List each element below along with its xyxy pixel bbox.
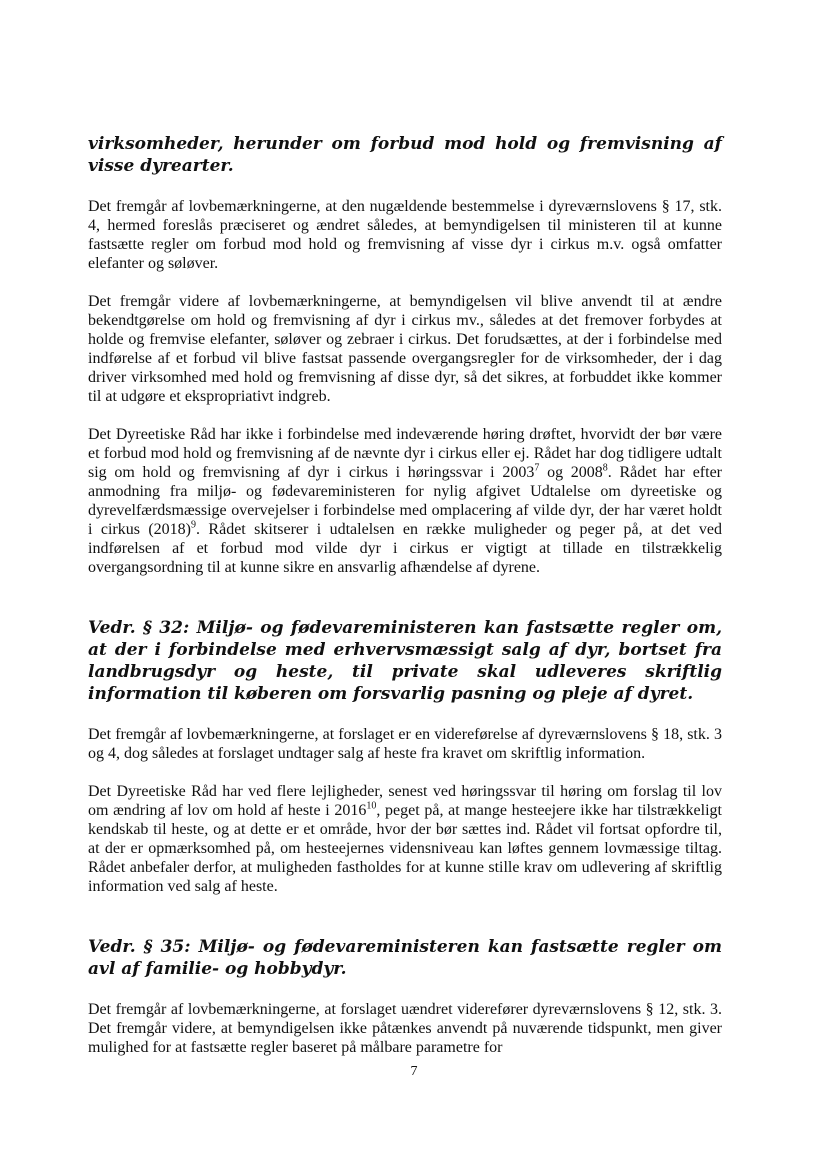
paragraph-with-footnotes [88,425,722,577]
text-run: , peget på, at mange hesteejere ikke har tilstrækkeligt kendskab til heste, og at dette er et område, hvor der bør sættes ind. Rådet vil fortsat opfordre til, at der er opmærksomhed på, om hesteejernes vidensniveau kan løftes gennem lovmæssige tiltag. Rådet anbefaler derfor, at muligheden fastholdes for at kunne stille krav om udlevering af skriftlig information ved salg af heste. [88,802,722,895]
section-heading-circus: virksomheder, herunder om forbud mod hold og fremvisning af visse dyrearter. [88,134,722,176]
section-heading-paragraph-32: Vedr. § 32: Miljø- og fødevareministeren kan fastsætte regler om, at der i forbindelse med erhvervsmæssigt salg af dyr, bortset fra landbrugsdyr og heste, til private skal udleveres skriftlig information til køberen om forsvarlig pasning og pleje af dyret. [88,618,722,704]
text-run: . Rådet har efter anmodning fra miljø- og fødevareministeren for nylig afgivet Udtalelse om dyreetiske og dyrevelfærdsmæssige overvejelser i forbindelse med omplacering af vilde dyr, der har været holdt i cirkus (2018) [88,464,723,538]
text-run: Det Dyreetiske Råd har ikke i forbindelse med indeværende høring drøftet, hvorvidt der bør være et forbud mod hold og fremvisning af de nævnte dyr i cirkus eller ej. Rådet har dog tidligere udtalt sig om hold og fremvisning af dyr i cirkus i høringssvar i 2003 [88,426,722,481]
footnote-ref-7[interactable]: 7 [534,462,540,474]
paragraph-with-footnotes [88,782,722,896]
paragraph: Det fremgår af lovbemærkningerne, at forslaget er en videreførelse af dyreværnslovens § 18, stk. 3 og 4, dog således at forslaget undtager salg af heste fra kravet om skriftlig information. [88,726,722,762]
text-run: . Rådet skitserer i udtalelsen en række muligheder og peger på, at det ved indførelsen af et forbud mod vilde dyr i cirkus er vigtigt at tillade en tilstrækkelig overgangsordning til at kunne sikre en ansvarlig afhændelse af dyrene. [88,521,723,576]
page-number: 7 [410,1064,418,1079]
footnote-ref-10[interactable]: 10 [366,800,377,812]
section-heading-paragraph-35: Vedr. § 35: Miljø- og fødevareministeren kan fastsætte regler om avl af familie- og hobbydyr. [88,937,722,979]
paragraph: Det fremgår af lovbemærkningerne, at forslaget uændret viderefører dyreværnslovens § 12, stk. 3. Det fremgår videre, at bemyndigelsen ikke påtænkes anvendt på nuværende tidspunkt, men giver mulighed for at fastsætte regler baseret på målbare parametre for [88,1001,722,1056]
text-run: og 2008 [539,464,603,481]
paragraph: Det fremgår videre af lovbemærkningerne, at bemyndigelsen vil blive anvendt til at ændre bekendtgørelse om hold og fremvisning af dyr i cirkus mv., således at det fremover forbydes at holde og fremvise elefanter, søløver og zebraer i cirkus. Det forudsættes, at der i forbindelse med indførelse af et forbud vil blive fastsat passende overgangsregler for de virksomheder, der i dag driver virksomhed med hold og fremvisning af disse dyr, så det sikres, at forbuddet ikke kommer til at udgøre et ekspropriativt indgreb. [88,293,722,405]
footnote-ref-8[interactable]: 8 [602,462,608,474]
document-body [88,133,722,1076]
text-run: Det Dyreetiske Råd har ved flere lejligheder, senest ved høringssvar til høring om forslag til lov om ændring af lov om hold af heste i 2016 [88,783,722,819]
paragraph: Det fremgår af lovbemærkningerne, at den nugældende bestemmelse i dyreværnslovens § 17, stk. 4, hermed foreslås præciseret og ændret således, at bemyndigelsen til ministeren til at kunne fastsætte regler om forbud mod hold og fremvisning af visse dyr i cirkus m.v. også omfatter elefanter og søløver. [88,198,722,272]
footnote-ref-9[interactable]: 9 [191,519,197,531]
